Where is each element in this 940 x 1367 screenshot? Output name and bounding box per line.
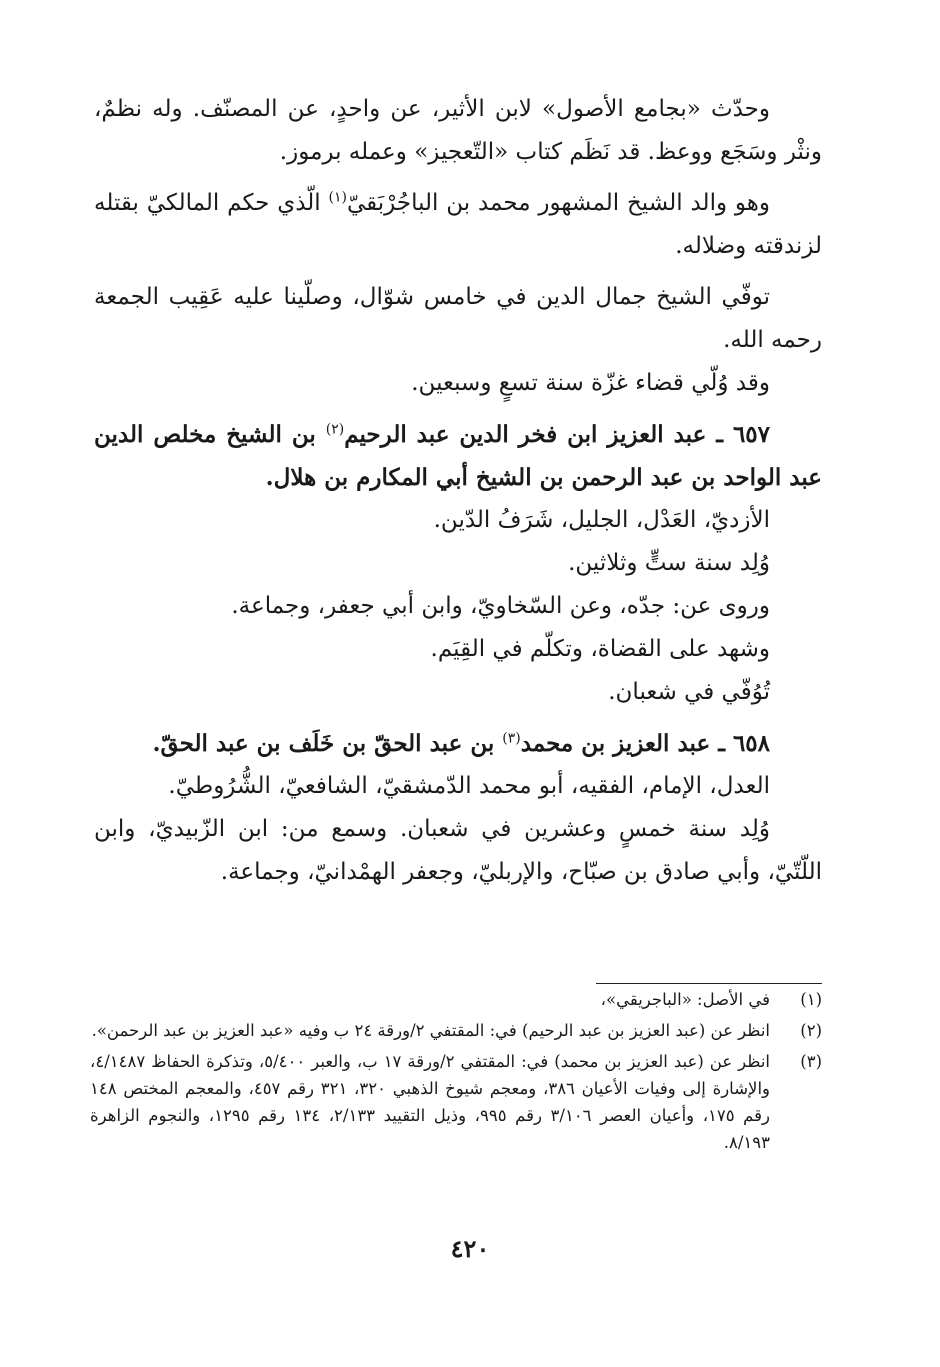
footnotes [90,986,822,1160]
entry-657-line: الأزديّ، العَدْل، الجليل، شَرَفُ الدّين. [433,507,770,533]
footnote-number: (٢) [800,1021,822,1040]
footnote-text: انظر عن (عبد العزيز بن محمد) في: المقتفي ٢/ورقة ١٧ ب، والعبر ٥/٤٠٠، وتذكرة الحفاظ ٤/١٤٨٧، والإشارة إلى وفيات الأعيان ٣٨٦، ومعجم شيوخ الذهبي ٣٢٠، ٣٢١ رقم ٤٥٧، والمعجم المختص ١٤٨ رقم ١٧٥، وأعيان العصر ٣/١٠٦ رقم ٩٩٥، وذيل التقييد ٢/١٣٣، ١٣٤ رقم ١٢٩٥، والنجوم الزاهرة ٨/١٩٣. [90,1052,771,1152]
footnote-number: (١) [800,990,822,1009]
footnote-item [90,1017,822,1044]
entry-657-line: وُلِد سنة ستٍّ وثلاثين. [568,550,770,576]
entry-657-heading-start: ٦٥٧ ـ عبد العزيز ابن فخر الدين عبد الرحيم [344,421,771,448]
paragraph-judgeship: وقد وُلّي قضاء غزّة سنة تسعٍ وسبعين. [411,370,770,396]
entry-658-heading-start: ٦٥٨ ـ عبد العزيز بن محمد [520,730,770,757]
entry-657-heading-end: بن الشيخ مخلص الدين عبد الواحد بن عبد الرحمن بن الشيخ أبي المكارم بن هلال. [94,421,822,491]
entry-658-heading-end: بن عبد الحقّ بن خَلَف بن عبد الحقّ. [152,730,503,757]
paragraph-father-text: وهو والد الشيخ المشهور محمد بن الباجُرْبَقيّ [346,190,770,216]
page-number: ٤٢٠ [450,1234,490,1263]
paragraph-father-text-end: الّذي حكم المالكيّ بقتله لزندقته وضلاله. [94,190,822,259]
footnote-item [90,986,822,1013]
footnote-text: انظر عن (عبد العزيز بن عبد الرحيم) في: المقتفي ٢/ورقة ٢٤ ب وفيه «عبد العزيز بن عبد الرحمن». [91,1021,770,1040]
entry-657-line: وروى عن: جدّه، وعن السّخاويّ، وابن أبي جعفر، وجماعة. [231,593,770,619]
footnote-number: (٣) [800,1052,822,1071]
footnote-item [90,1048,822,1156]
footnote-ref-1: (١) [328,189,347,206]
entry-657-heading [94,413,822,499]
footnote-text: في الأصل: «الباجريقي»، [600,990,770,1009]
entry-658-line: العدل، الإمام، الفقيه، أبو محمد الدّمشقيّ، الشافعيّ، الشُّرُوطيّ. [168,773,770,799]
footnote-separator [596,983,822,984]
entry-658-paragraph: وُلِد سنة خمسٍ وعشرين في شعبان. وسمع من: ابن الزّبيديّ، وابن اللّتّيّ، وأبي صادق بن صبّاح، والإربليّ، وجعفر الهمْدانيّ، وجماعة. [94,816,822,885]
paragraph-father [94,182,822,268]
main-text [94,88,822,894]
paragraph-death: توفّي الشيخ جمال الدين في خامس شوّال، وصلّينا عليه عَقِيب الجمعة رحمه الله. [94,284,822,353]
entry-658-heading [94,722,822,765]
footnote-ref-3: (٣) [502,730,521,747]
footnote-ref-2: (٢) [325,421,345,438]
paragraph-hadith-transmission: وحدّث «بجامع الأصول» لابن الأثير، عن واحدٍ، عن المصنّف. وله نظمٌ، ونثْر وسَجَع ووعظ. قد نَظَم كتاب «التّعجيز» وعمله برموز. [94,96,822,165]
entry-657-line: وشهد على القضاة، وتكلّم في القِيَم. [430,636,770,662]
entry-657-line: تُوُفّي في شعبان. [608,679,770,705]
